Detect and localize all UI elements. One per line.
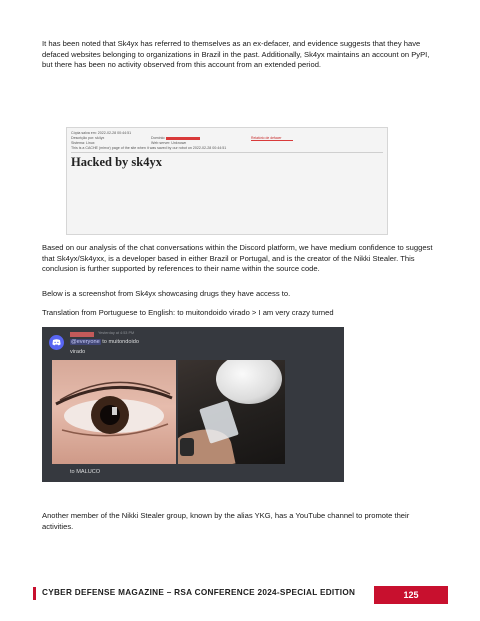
bag-photo — [178, 360, 285, 464]
domain-label: Domínio: — [151, 136, 200, 141]
caption-bottom: to MALUCO — [70, 469, 101, 475]
page-footer — [33, 586, 448, 604]
saved-line: Cópia salva em: 2022-02-28 00:44:51 — [71, 131, 132, 135]
footer-accent-bar — [33, 587, 36, 600]
eye-photo — [52, 360, 176, 464]
paragraph-translation: Translation from Portuguese to English: to muitondoido virado > I am very crazy turned — [42, 308, 334, 317]
paragraph-defacer: It has been noted that Sk4yx has referred to themselves as an ex-defacer, and evidence suggests that they have defaced websites belonging to organizations in Brazil in the past. Additionally, Sk4yx maintains an account on PyPI, but there has been no activity observed from this account from an extended period. — [42, 39, 430, 70]
redacted-username — [70, 332, 94, 337]
sink — [216, 360, 282, 404]
deface-meta — [71, 131, 385, 151]
caption-top: virado — [70, 349, 86, 355]
paragraph-analysis: Based on our analysis of the chat conversations within the Discord platform, we have medium confidence to suggest that Sk4yx/Sk4yxx, is a developer based in either Brazil or Portugal, and is the creator of the Nikki Stealer. This conclusion is further supported by references to their name within the source code. — [42, 243, 433, 274]
paragraph-ykg: Another member of the Nikki Stealer group, known by the alias YKG, has a YouTube channel to promote their activities. — [42, 511, 410, 531]
message-timestamp: Yesterday at 4:53 PM — [98, 331, 135, 335]
defacer-report-link[interactable]: Relatório de defacer — [251, 136, 293, 141]
hacked-headline: Hacked by sk4yx — [71, 155, 162, 169]
discord-logo-icon — [49, 335, 64, 350]
system-label: Sistema: Linux — [71, 141, 95, 145]
divider — [71, 152, 383, 153]
cache-line: This is a CACHE (mirror) page of the site when it was saved by our robot on 2022-02-28 00:44:51 — [71, 146, 227, 150]
message-text: @everyone to muitondoido — [71, 339, 139, 345]
defaced-site-screenshot — [66, 127, 388, 235]
page-number: 125 — [403, 590, 419, 600]
footer-title: CYBER DEFENSE MAGAZINE – RSA CONFERENCE 2024-SPECIAL EDITION — [42, 588, 356, 597]
server-label: Web server: Unknown — [151, 141, 187, 145]
redaction-bar — [166, 137, 200, 140]
everyone-mention: @everyone — [71, 339, 100, 345]
watch — [180, 438, 194, 456]
by-label: Descrição por: sk4yx — [71, 136, 105, 140]
paragraph-screenshot-intro: Below is a screenshot from Sk4yx showcasing drugs they have access to. — [42, 289, 291, 298]
